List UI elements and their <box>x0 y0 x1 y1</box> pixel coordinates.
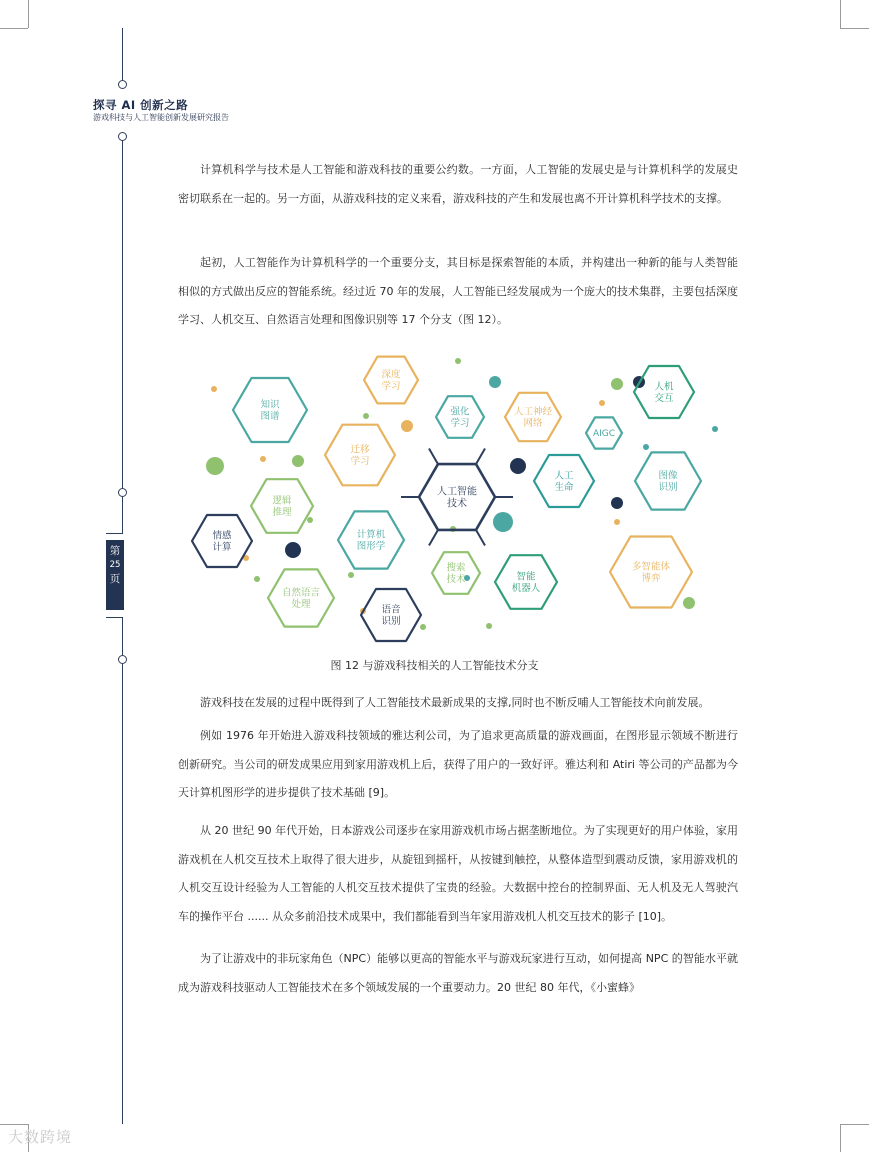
decorative-dot <box>599 400 605 406</box>
branch-label: 学习 <box>350 456 370 468</box>
branch-label: 图谱 <box>260 411 280 423</box>
decorative-dot <box>614 519 620 525</box>
paragraph: 计算机科学与技术是人工智能和游戏科技的重要公约数。一方面，人工智能的发展史是与计算机科学的发展史密切联系在一起的。另一方面，从游戏科技的定义来看，游戏科技的产生和发展也离不开计算机科学技术的支撑。 <box>178 163 738 205</box>
crop-mark <box>840 1124 841 1152</box>
branch-label: 识别 <box>381 616 401 628</box>
decorative-dot <box>307 517 313 523</box>
crop-mark <box>840 28 869 29</box>
branch-label: 网络 <box>523 418 543 430</box>
branch-label: 迁移 <box>350 444 370 456</box>
paragraph: 为了让游戏中的非玩家角色（NPC）能够以更高的智能水平与游戏玩家进行互动，如何提高 NPC 的智能水平就成为游戏科技驱动人工智能技术在多个领域发展的一个重要动力。20 世纪 80 年代，《小蜜蜂》 <box>178 952 738 994</box>
branch-label: 图像 <box>658 470 678 482</box>
margin-line <box>122 664 123 1124</box>
center-spoke <box>429 449 438 465</box>
branch-label: 技术 <box>446 574 466 586</box>
paragraph: 游戏科技在发展的过程中既得到了人工智能技术最新成果的支撑,同时也不断反哺人工智能技术向前发展。 <box>200 696 710 709</box>
margin-node <box>118 80 127 89</box>
watermark: 大数跨境 <box>8 1128 73 1146</box>
crop-mark <box>0 1124 28 1125</box>
branch-label: 推理 <box>272 507 292 519</box>
branch-label: 博弈 <box>641 573 661 585</box>
decorative-dot <box>348 572 354 578</box>
branch-label: 学习 <box>381 381 401 393</box>
branch-label: 人机 <box>654 381 674 393</box>
margin-node <box>118 488 127 497</box>
branch-label: 搜索 <box>446 562 466 574</box>
paragraph: 起初，人工智能作为计算机科学的一个重要分支，其目标是探索智能的本质，并构建出一种新的能与人类智能相似的方式做出反应的智能系统。经过近 70 年的发展，人工智能已经发展成为一个庞大的技术集群，主要包括深度学习、人机交互、自然语言处理和图像识别等 17 个分支（图 12）。 <box>178 256 738 326</box>
decorative-dot <box>254 576 260 582</box>
crop-mark <box>28 0 29 28</box>
branch-label: 人工神经 <box>513 406 553 418</box>
page-number: 25 <box>109 560 121 570</box>
center-spoke <box>429 530 438 546</box>
decorative-dot <box>510 458 526 474</box>
report-title: 探寻 AI 创新之路 <box>93 98 189 112</box>
tab-bracket <box>106 617 123 618</box>
figure-caption: 图 12 与游戏科技相关的人工智能技术分支 <box>330 659 539 672</box>
crop-mark <box>0 28 28 29</box>
branch-label: 处理 <box>291 599 311 611</box>
decorative-dot <box>363 413 369 419</box>
branch-label: 情感 <box>212 530 232 542</box>
margin-line <box>122 28 123 82</box>
margin-node <box>118 132 127 141</box>
decorative-dot <box>486 623 492 629</box>
decorative-dot <box>611 497 623 509</box>
branch-label: 智能 <box>516 571 536 583</box>
decorative-dot <box>402 422 408 428</box>
center-label: 技术 <box>447 498 467 510</box>
branch-label: 语音 <box>381 604 401 616</box>
decorative-dot <box>455 358 461 364</box>
branch-label: 计算机 <box>356 529 386 541</box>
branch-label: 强化 <box>450 406 470 418</box>
decorative-dot <box>611 378 623 390</box>
tab-bracket <box>106 533 123 534</box>
decorative-dot <box>285 542 301 558</box>
branch-label: 计算 <box>212 542 232 554</box>
branch-label: 多智能体 <box>631 561 671 573</box>
paragraph: 从 20 世纪 90 年代开始，日本游戏公司逐步在家用游戏机市场占据垄断地位。为了实现更好的用户体验，家用游戏机在人机交互技术上取得了很大进步，从旋钮到摇杆，从按键到触控，从整体造型到震动反馈，家用游戏机的人机交互设计经验为人工智能的人机交互技术提供了宝贵的经验。大数据中控台的控制界面、无人机及无人驾驶汽车的操作平台 ...... 从众多前沿技术成果中，我们都能看到当年家用游戏机人机交互技术的影子 [10]。 <box>178 824 738 923</box>
branch-label: 知识 <box>260 399 280 411</box>
decorative-dot <box>643 444 649 450</box>
decorative-dot <box>420 624 426 630</box>
margin-line <box>122 136 123 490</box>
center-label: 人工智能 <box>437 486 477 498</box>
ai-branches-diagram <box>170 345 730 645</box>
branch-label: 识别 <box>658 482 678 494</box>
branch-label: 深度 <box>381 369 401 381</box>
decorative-dot <box>493 512 513 532</box>
page-number-tab <box>106 540 124 610</box>
branch-label: 图形学 <box>356 541 386 553</box>
report-subtitle: 游戏科技与人工智能创新发展研究报告 <box>93 113 229 122</box>
branch-label: 交互 <box>654 393 674 405</box>
decorative-dot <box>206 457 224 475</box>
branch-label: 人工 <box>554 470 574 482</box>
decorative-dot <box>292 455 304 467</box>
branch-label: 机器人 <box>511 583 541 595</box>
decorative-dot <box>211 386 217 392</box>
margin-line <box>122 497 123 534</box>
branch-label: 学习 <box>450 418 470 430</box>
decorative-dot <box>712 426 718 432</box>
branch-label: 自然语言 <box>281 587 321 599</box>
center-spoke <box>476 449 485 465</box>
branch-label: AIGC <box>592 429 616 440</box>
page-tab-label-bottom: 页 <box>109 573 121 585</box>
crop-mark <box>840 0 841 28</box>
branch-label: 生命 <box>554 482 574 494</box>
margin-line <box>122 617 123 655</box>
branch-label: 逻辑 <box>272 495 292 507</box>
decorative-dot <box>683 597 695 609</box>
page-tab-label-top: 第 <box>109 545 121 557</box>
decorative-dot <box>489 376 501 388</box>
decorative-dot <box>260 456 266 462</box>
crop-mark <box>840 1124 869 1125</box>
center-spoke <box>476 530 485 546</box>
paragraph: 例如 1976 年开始进入游戏科技领域的雅达利公司，为了追求更高质量的游戏画面，在图形显示领域不断进行创新研究。当公司的研发成果应用到家用游戏机上后，获得了用户的一致好评。雅达利和 Atiri 等公司的产品都为今天计算机图形学的进步提供了技术基础 [9]。 <box>178 729 738 799</box>
